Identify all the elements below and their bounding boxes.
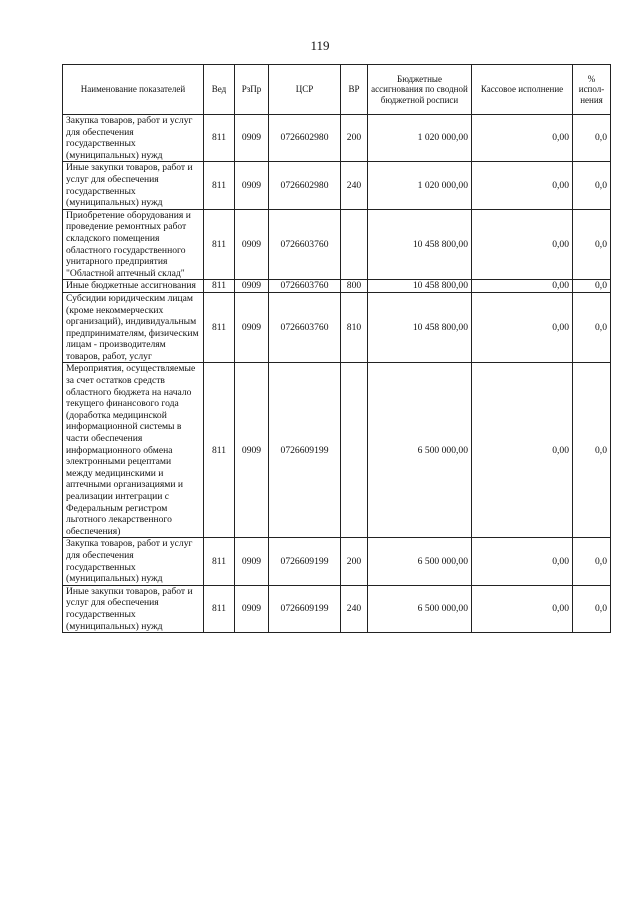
rzpr-code: 0909 [235, 292, 269, 363]
cash-execution-value: 0,00 [472, 162, 573, 209]
csr-code: 0726603760 [269, 209, 341, 280]
budget-assignment-value: 10 458 800,00 [368, 292, 472, 363]
header-ved: Вед [204, 65, 235, 115]
table-header-row [63, 65, 611, 115]
vr-code: 200 [341, 538, 368, 585]
budget-assignment-value: 10 458 800,00 [368, 280, 472, 293]
table-row [63, 363, 611, 538]
ved-code: 811 [204, 162, 235, 209]
ved-code: 811 [204, 115, 235, 162]
indicator-name: Иные закупки товаров, работ и услуг для обеспечения государственных (муниципальных) нужд [63, 162, 204, 209]
ved-code: 811 [204, 363, 235, 538]
execution-percent-value: 0,0 [573, 209, 611, 280]
rzpr-code: 0909 [235, 115, 269, 162]
csr-code: 0726602980 [269, 115, 341, 162]
indicator-name: Закупка товаров, работ и услуг для обеспечения государственных (муниципальных) нужд [63, 538, 204, 585]
rzpr-code: 0909 [235, 280, 269, 293]
indicator-name: Иные закупки товаров, работ и услуг для обеспечения государственных (муниципальных) нужд [63, 585, 204, 632]
budget-table [62, 64, 611, 633]
csr-code: 0726603760 [269, 292, 341, 363]
execution-percent-value: 0,0 [573, 585, 611, 632]
table-row [63, 162, 611, 209]
header-csr: ЦСР [269, 65, 341, 115]
rzpr-code: 0909 [235, 585, 269, 632]
cash-execution-value: 0,00 [472, 115, 573, 162]
vr-code: 240 [341, 585, 368, 632]
vr-code: 800 [341, 280, 368, 293]
header-name: Наименование показателей [63, 65, 204, 115]
rzpr-code: 0909 [235, 162, 269, 209]
execution-percent-value: 0,0 [573, 162, 611, 209]
header-assignments: Бюджетные ассигнования по сводной бюджетной росписи [368, 65, 472, 115]
rzpr-code: 0909 [235, 363, 269, 538]
ved-code: 811 [204, 292, 235, 363]
ved-code: 811 [204, 280, 235, 293]
ved-code: 811 [204, 209, 235, 280]
budget-assignment-value: 1 020 000,00 [368, 162, 472, 209]
execution-percent-value: 0,0 [573, 538, 611, 585]
table-row [63, 292, 611, 363]
budget-assignment-value: 1 020 000,00 [368, 115, 472, 162]
cash-execution-value: 0,00 [472, 585, 573, 632]
indicator-name: Мероприятия, осуществляемые за счет остатков средств областного бюджета на начало текущего финансового года (доработка медицинской информационной системы в части обеспечения информационного обмена электронными рецептами между медицинскими и аптечными организациями и реализации интеграции с Федеральным регистром льготного лекарственного обеспечения) [63, 363, 204, 538]
indicator-name: Приобретение оборудования и проведение ремонтных работ складского помещения областного государственного унитарного предприятия "Областной аптечный склад" [63, 209, 204, 280]
vr-code: 240 [341, 162, 368, 209]
ved-code: 811 [204, 538, 235, 585]
table-row [63, 209, 611, 280]
csr-code: 0726609199 [269, 538, 341, 585]
header-vr: ВР [341, 65, 368, 115]
vr-code: 200 [341, 115, 368, 162]
execution-percent-value: 0,0 [573, 280, 611, 293]
budget-assignment-value: 6 500 000,00 [368, 585, 472, 632]
indicator-name: Субсидии юридическим лицам (кроме некоммерческих организаций), индивидуальным предпринимателям, физическим лицам - производителям товаров, работ, услуг [63, 292, 204, 363]
csr-code: 0726602980 [269, 162, 341, 209]
budget-assignment-value: 10 458 800,00 [368, 209, 472, 280]
rzpr-code: 0909 [235, 538, 269, 585]
vr-code: 810 [341, 292, 368, 363]
indicator-name: Закупка товаров, работ и услуг для обеспечения государственных (муниципальных) нужд [63, 115, 204, 162]
cash-execution-value: 0,00 [472, 538, 573, 585]
vr-code [341, 209, 368, 280]
indicator-name: Иные бюджетные ассигнования [63, 280, 204, 293]
execution-percent-value: 0,0 [573, 292, 611, 363]
budget-assignment-value: 6 500 000,00 [368, 538, 472, 585]
budget-assignment-value: 6 500 000,00 [368, 363, 472, 538]
cash-execution-value: 0,00 [472, 292, 573, 363]
page-number: 119 [310, 38, 330, 53]
header-rzpr: РзПр [235, 65, 269, 115]
vr-code [341, 363, 368, 538]
table-row [63, 585, 611, 632]
table-row [63, 115, 611, 162]
execution-percent-value: 0,0 [573, 363, 611, 538]
csr-code: 0726609199 [269, 585, 341, 632]
cash-execution-value: 0,00 [472, 209, 573, 280]
header-percent-execution: % испол-нения [573, 65, 611, 115]
header-cash-execution: Кассовое исполнение [472, 65, 573, 115]
table-body [63, 115, 611, 633]
table-row [63, 538, 611, 585]
execution-percent-value: 0,0 [573, 115, 611, 162]
table-row [63, 280, 611, 293]
cash-execution-value: 0,00 [472, 363, 573, 538]
csr-code: 0726609199 [269, 363, 341, 538]
ved-code: 811 [204, 585, 235, 632]
rzpr-code: 0909 [235, 209, 269, 280]
csr-code: 0726603760 [269, 280, 341, 293]
cash-execution-value: 0,00 [472, 280, 573, 293]
